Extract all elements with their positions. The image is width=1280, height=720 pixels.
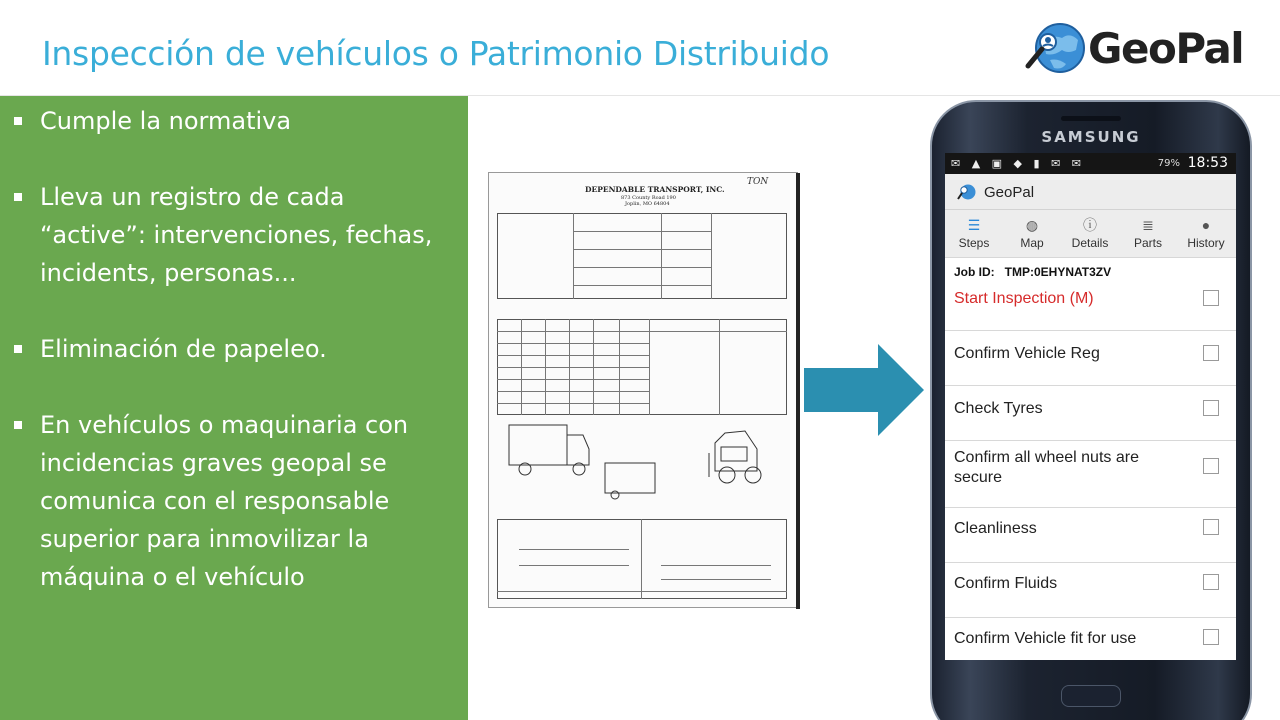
stack-icon: ≣ <box>1142 217 1154 233</box>
home-button[interactable] <box>1061 685 1121 707</box>
square-bullet-icon <box>14 193 22 201</box>
geopal-app-icon[interactable] <box>957 183 977 201</box>
phone-screen <box>945 153 1236 660</box>
status-bar <box>945 153 1236 174</box>
status-time: 18:53 <box>1187 155 1228 171</box>
bullet-item: Lleva un registro de cada “active”: intervenciones, fechas, incidents, personas... <box>14 178 464 292</box>
tab-map[interactable]: ◍ Map <box>1003 216 1061 250</box>
list-item[interactable]: Cleanliness <box>945 509 1236 563</box>
list-item[interactable]: Check Tyres <box>945 387 1236 441</box>
app-bar <box>945 174 1236 210</box>
tab-history[interactable]: ● History <box>1177 216 1235 250</box>
geopal-logo <box>1022 14 1252 84</box>
info-icon: ⓘ <box>1083 217 1097 233</box>
bullet-item: Eliminación de papeleo. <box>14 330 464 368</box>
bullet-item: Cumple la normativa <box>14 102 464 140</box>
job-id-value: TMP:0EHYNAT3ZV <box>1004 265 1112 279</box>
truck-diagram-icon <box>495 413 795 503</box>
person-icon: ● <box>1201 217 1211 233</box>
app-title: GeoPal <box>984 184 1035 201</box>
tab-bar <box>945 210 1236 258</box>
square-bullet-icon <box>14 345 22 353</box>
list-item[interactable]: Confirm Vehicle fit for use <box>945 619 1236 660</box>
tab-steps[interactable]: ☰ Steps <box>945 216 1003 250</box>
logo-text: GeoPal <box>1088 24 1244 73</box>
slide-title: Inspección de vehículos o Patrimonio Distribuido <box>42 34 830 73</box>
list-item[interactable]: Confirm Fluids <box>945 564 1236 618</box>
smartphone-mockup <box>930 100 1252 720</box>
step-checkbox[interactable] <box>1203 458 1219 474</box>
globe-icon: ◍ <box>1025 217 1039 233</box>
step-checkbox[interactable] <box>1203 290 1219 306</box>
battery-level: 79% <box>1157 158 1180 169</box>
square-bullet-icon <box>14 117 22 125</box>
list-item[interactable]: Confirm all wheel nuts are secure <box>945 442 1236 508</box>
list-item[interactable]: Confirm Vehicle Reg <box>945 332 1236 386</box>
form-city: Joplin, MO 64804 <box>625 201 670 207</box>
inspection-form-image <box>488 172 798 608</box>
tab-details[interactable]: ⓘ Details <box>1061 216 1119 250</box>
globe-person-icon <box>1022 14 1090 82</box>
job-id: Job ID: TMP:0EHYNAT3ZV <box>954 265 1112 279</box>
step-checkbox[interactable] <box>1203 519 1219 535</box>
slide-header <box>0 0 1280 96</box>
form-address: 873 County Road 190 <box>621 195 676 201</box>
step-checkbox[interactable] <box>1203 345 1219 361</box>
list-item[interactable]: Start Inspection (M) <box>945 277 1236 331</box>
notification-icons: ✉ ▲ ▣ ◆ ▮ ✉ ✉ <box>951 157 1085 170</box>
list-icon: ☰ <box>967 217 981 233</box>
bullet-item: En vehículos o maquinaria con incidencias graves geopal se comunica con el responsable superior para inmovilizar la máquina o el vehículo <box>14 406 464 596</box>
form-company: DEPENDABLE TRANSPORT, INC. <box>585 185 725 194</box>
step-checkbox[interactable] <box>1203 574 1219 590</box>
step-checkbox[interactable] <box>1203 400 1219 416</box>
bullet-panel <box>0 96 468 720</box>
speaker-grille <box>1061 116 1121 121</box>
tab-parts[interactable]: ≣ Parts <box>1119 216 1177 250</box>
phone-brand: SAMSUNG <box>1041 128 1141 146</box>
step-checkbox[interactable] <box>1203 629 1219 645</box>
square-bullet-icon <box>14 421 22 429</box>
right-arrow-icon <box>800 342 930 438</box>
form-handwritten-note: TON <box>747 177 769 187</box>
